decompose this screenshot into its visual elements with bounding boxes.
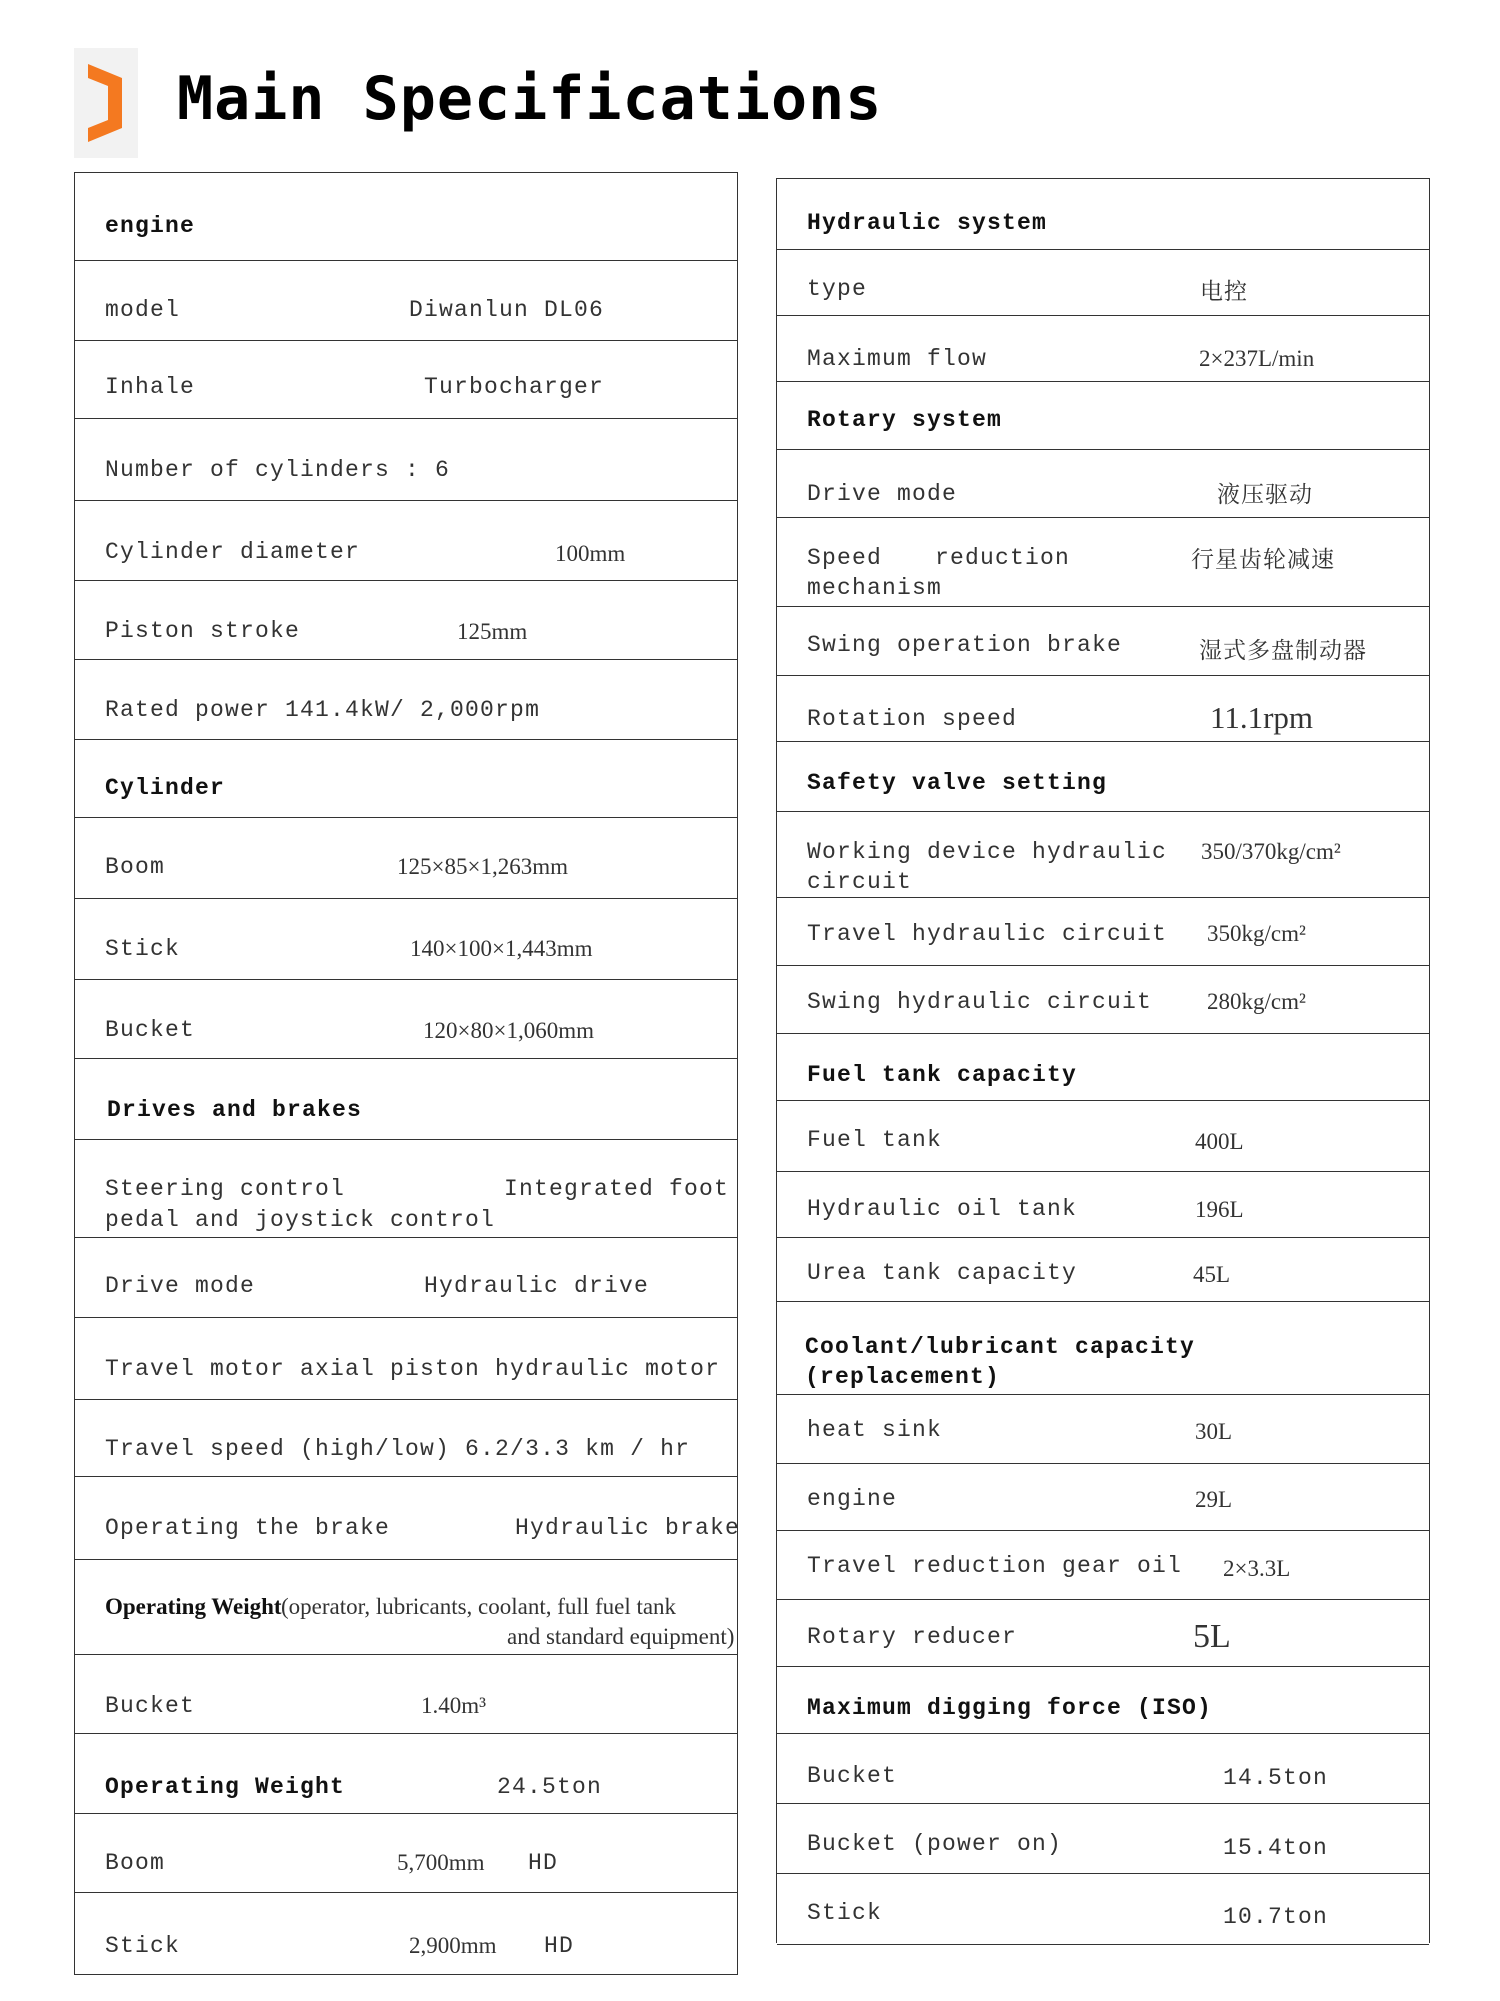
spec-row-type xyxy=(777,249,1429,316)
spec-row-travel-speed xyxy=(75,1399,737,1477)
section-engine xyxy=(75,173,737,260)
spec-row-travel-gear-oil xyxy=(777,1530,1429,1600)
section-header: engine xyxy=(105,213,196,239)
section-header: Drives and brakes xyxy=(107,1097,363,1123)
spec-row-swing-brake xyxy=(777,606,1429,676)
spec-label: Steering control xyxy=(105,1176,346,1202)
spec-label: Operating the brake xyxy=(105,1515,391,1541)
spec-row-dig-bucket xyxy=(777,1733,1429,1804)
spec-row-dig-stick xyxy=(777,1873,1429,1945)
spec-row-steering-control xyxy=(75,1139,737,1238)
section-digging-force xyxy=(777,1666,1429,1734)
spec-label: Bucket xyxy=(807,1763,898,1789)
spec-label: Inhale xyxy=(105,374,196,400)
spec-value: 120×80×1,060mm xyxy=(423,1018,594,1043)
section-header: Coolant/lubricant capacity xyxy=(805,1334,1196,1360)
spec-row-boom-length xyxy=(75,1813,737,1893)
spec-label: Bucket xyxy=(105,1693,196,1719)
spec-label: type xyxy=(807,276,868,302)
spec-value: Hydraulic brake xyxy=(515,1515,741,1541)
section-cylinder xyxy=(75,739,737,818)
spec-value: 350kg/cm² xyxy=(1207,921,1306,946)
section-header-continued: (replacement) xyxy=(805,1364,1001,1390)
spec-value: 125×85×1,263mm xyxy=(397,854,568,879)
spec-row-dig-bucket-power xyxy=(777,1803,1429,1874)
spec-row-travel-motor xyxy=(75,1317,737,1400)
spec-row-rotation-speed xyxy=(777,675,1429,742)
spec-label: Boom xyxy=(105,854,166,880)
note-text: (operator, lubricants, coolant, full fuel tank xyxy=(281,1594,677,1619)
spec-label-continued: reduction xyxy=(935,545,1071,571)
spec-label: Drive mode xyxy=(807,481,958,507)
spec-value: 2×3.3L xyxy=(1223,1556,1291,1581)
spec-label: heat sink xyxy=(807,1417,943,1443)
spec-value: 1.40m³ xyxy=(421,1693,487,1718)
spec-row-heat-sink xyxy=(777,1394,1429,1464)
note-text-continued: and standard equipment) xyxy=(507,1624,735,1649)
spec-value: 5,700mm xyxy=(397,1850,485,1875)
spec-value: 196L xyxy=(1195,1197,1244,1222)
spec-label: Maximum flow xyxy=(807,346,988,372)
spec-value: 100mm xyxy=(555,541,626,566)
spec-row-travel-hydraulic xyxy=(777,897,1429,966)
spec-row-bucket xyxy=(75,979,737,1059)
spec-row-engine-capacity xyxy=(777,1463,1429,1531)
spec-value: 350/370kg/cm² xyxy=(1201,839,1341,864)
spec-label-continued: mechanism xyxy=(807,575,943,601)
spec-label: model xyxy=(105,297,181,323)
spec-value: 30L xyxy=(1195,1419,1233,1444)
spec-label: Operating Weight xyxy=(105,1774,346,1800)
spec-label: Boom xyxy=(105,1850,166,1876)
spec-label: Hydraulic oil tank xyxy=(807,1196,1078,1222)
spec-label-continued: circuit xyxy=(807,869,913,895)
spec-row-cylinder-diameter xyxy=(75,500,737,581)
spec-row-drive-mode xyxy=(75,1237,737,1318)
spec-value: 液压驱动 xyxy=(1217,482,1313,508)
spec-value: 125mm xyxy=(457,619,528,644)
note-title: Operating Weight xyxy=(105,1594,282,1619)
spec-value: 29L xyxy=(1195,1487,1233,1512)
spec-row-model xyxy=(75,260,737,341)
left-spec-table xyxy=(74,172,741,1975)
spec-value: 140×100×1,443mm xyxy=(410,936,593,961)
brand-logo xyxy=(74,48,138,158)
spec-value: 5L xyxy=(1193,1618,1231,1655)
spec-value: 15.4ton xyxy=(1223,1835,1329,1861)
spec-label: Working device hydraulic xyxy=(807,839,1168,865)
spec-value: Hydraulic drive xyxy=(424,1273,650,1299)
spec-value: 24.5ton xyxy=(497,1774,603,1800)
spec-value: Integrated foot xyxy=(504,1176,730,1202)
spec-row-stick xyxy=(75,898,737,980)
section-header: Safety valve setting xyxy=(807,770,1108,796)
spec-row-drive-mode xyxy=(777,449,1429,518)
section-header: Hydraulic system xyxy=(807,210,1048,236)
spec-label: Urea tank capacity xyxy=(807,1260,1078,1286)
spec-row-speed-reduction xyxy=(777,517,1429,607)
section-header: Maximum digging force (ISO) xyxy=(807,1695,1213,1721)
right-spec-table xyxy=(776,178,1430,1943)
spec-label: Bucket (power on) xyxy=(807,1831,1063,1857)
spec-value: Turbocharger xyxy=(424,374,605,400)
spec-label: Travel hydraulic circuit xyxy=(807,921,1168,947)
spec-label: Piston stroke xyxy=(105,618,301,644)
spec-row-hydraulic-oil xyxy=(777,1171,1429,1238)
spec-row-operating-weight-note xyxy=(75,1559,737,1655)
spec-row-working-device xyxy=(777,811,1429,898)
spec-row-operating-weight xyxy=(75,1733,737,1814)
spec-value: 11.1rpm xyxy=(1210,700,1314,735)
spec-tag: HD xyxy=(544,1933,575,1959)
spec-row-brake xyxy=(75,1476,741,1560)
section-drives-brakes xyxy=(75,1058,737,1140)
spec-value: 电控 xyxy=(1200,279,1248,305)
spec-label: Fuel tank xyxy=(807,1127,943,1153)
spec-row-boom xyxy=(75,817,737,899)
spec-label: Drive mode xyxy=(105,1273,256,1299)
section-coolant-lubricant xyxy=(777,1301,1429,1395)
spec-text: Rated power 141.4kW/ 2,000rpm xyxy=(105,697,541,723)
spec-value: 45L xyxy=(1193,1262,1231,1287)
spec-value: 10.7ton xyxy=(1223,1904,1329,1930)
section-header: Fuel tank capacity xyxy=(807,1062,1078,1088)
spec-value: 280kg/cm² xyxy=(1207,989,1306,1014)
section-hydraulic-system xyxy=(777,179,1429,249)
spec-row-piston-stroke xyxy=(75,580,737,660)
spec-label: Swing operation brake xyxy=(807,632,1123,658)
spec-label: Cylinder diameter xyxy=(105,539,361,565)
spec-value: 14.5ton xyxy=(1223,1765,1329,1791)
spec-label: Stick xyxy=(105,1933,181,1959)
spec-label: Stick xyxy=(105,936,181,962)
spec-tag: HD xyxy=(528,1850,559,1876)
spec-text: Travel speed (high/low) 6.2/3.3 km / hr xyxy=(105,1436,691,1462)
spec-row-stick-length xyxy=(75,1892,737,1975)
spec-text: Number of cylinders : 6 xyxy=(105,457,451,483)
spec-label: Speed xyxy=(807,545,883,571)
spec-label: Stick xyxy=(807,1900,883,1926)
spec-text: Travel motor axial piston hydraulic motor xyxy=(105,1356,721,1382)
spec-label: Rotation speed xyxy=(807,706,1018,732)
section-fuel-tank xyxy=(777,1033,1429,1101)
spec-row-maximum-flow xyxy=(777,315,1429,382)
section-rotary-system xyxy=(777,381,1429,450)
spec-row-bucket-capacity xyxy=(75,1654,737,1734)
spec-label: Rotary reducer xyxy=(807,1624,1018,1650)
spec-row-swing-hydraulic xyxy=(777,965,1429,1034)
spec-row-urea-tank xyxy=(777,1237,1429,1302)
spec-value: 400L xyxy=(1195,1129,1244,1154)
spec-value: 行星齿轮减速 xyxy=(1191,547,1335,573)
spec-value: 2,900mm xyxy=(409,1933,497,1958)
spec-label: Bucket xyxy=(105,1017,196,1043)
section-header: Cylinder xyxy=(105,775,226,801)
section-header: Rotary system xyxy=(807,407,1003,433)
spec-row-inhale xyxy=(75,340,737,419)
spec-row-fuel-tank xyxy=(777,1100,1429,1172)
spec-row-cylinders xyxy=(75,418,737,501)
spec-value: 湿式多盘制动器 xyxy=(1199,638,1367,664)
spec-label: Swing hydraulic circuit xyxy=(807,989,1153,1015)
spec-value: 2×237L/min xyxy=(1199,346,1315,371)
spec-row-rated-power xyxy=(75,659,737,740)
spec-value-continued: pedal and joystick control xyxy=(105,1207,496,1233)
section-safety-valve xyxy=(777,741,1429,812)
spec-row-rotary-reducer xyxy=(777,1599,1429,1667)
spec-label: engine xyxy=(807,1486,898,1512)
spec-value: Diwanlun DL06 xyxy=(409,297,605,323)
spec-label: Travel reduction gear oil xyxy=(807,1553,1183,1579)
page-title: Main Specifications xyxy=(177,64,883,134)
